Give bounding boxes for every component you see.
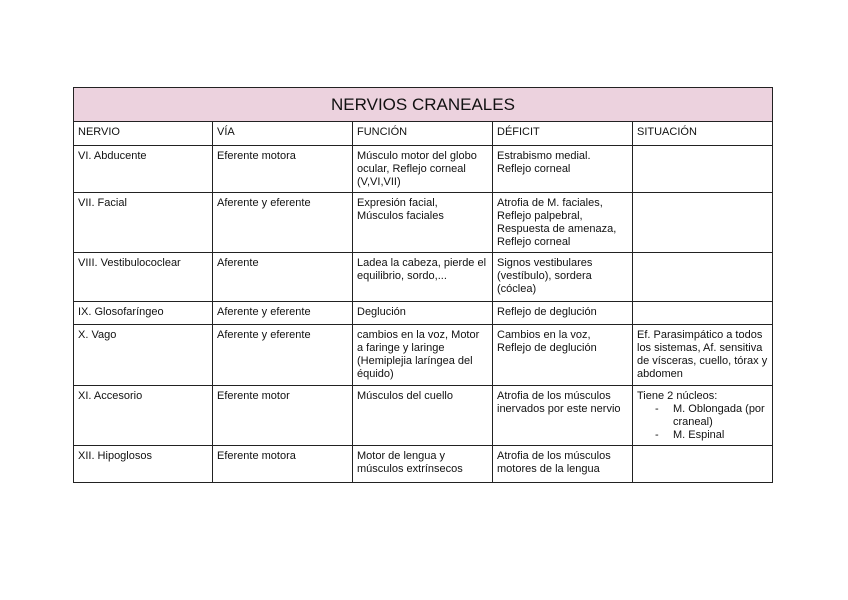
- table-title: NERVIOS CRANEALES: [74, 88, 773, 122]
- situacion-text: Ef. Parasimpático a todos los sistemas, Af. sensitiva de vísceras, cuello, tórax y abdomen: [637, 329, 768, 380]
- via-text: Aferente y eferente: [217, 197, 311, 209]
- cell-funcion: [353, 253, 493, 302]
- cell-situacion: [633, 146, 773, 193]
- table-row: [74, 146, 773, 193]
- cell-nervio: [74, 146, 213, 193]
- cell-funcion: [353, 146, 493, 193]
- cell-nervio: [74, 325, 213, 386]
- cell-funcion: [353, 386, 493, 446]
- cell-nervio: [74, 253, 213, 302]
- table-row: [74, 193, 773, 253]
- via-text: Aferente y eferente: [217, 306, 311, 318]
- nervio-text: XI. Accesorio: [78, 390, 143, 402]
- nervio-text: VIII. Vestibulococlear: [78, 257, 181, 269]
- via-text: Eferente motora: [217, 150, 296, 162]
- header-funcion: FUNCIÓN: [353, 122, 493, 146]
- cell-nervio: [74, 386, 213, 446]
- table-row: [74, 446, 773, 483]
- cell-deficit: [493, 253, 633, 302]
- cell-situacion: [633, 302, 773, 325]
- cell-situacion: [633, 253, 773, 302]
- table-row: [74, 386, 773, 446]
- cell-funcion: [353, 446, 493, 483]
- cell-nervio: [74, 446, 213, 483]
- funcion-text: Músculo motor del globo ocular, Reflejo corneal (V,VI,VII): [357, 150, 477, 188]
- deficit-text: Signos vestibulares (vestíbulo), sordera (cóclea): [497, 257, 593, 295]
- deficit-text: Cambios en la voz, Reflejo de deglución: [497, 329, 597, 354]
- table-row: [74, 302, 773, 325]
- cell-deficit: [493, 325, 633, 386]
- cell-situacion: [633, 446, 773, 483]
- nervio-text: X. Vago: [78, 329, 117, 341]
- header-via: VÍA: [213, 122, 353, 146]
- header-row: [74, 122, 773, 146]
- cell-nervio: [74, 193, 213, 253]
- table-row: [74, 325, 773, 386]
- cell-deficit: [493, 446, 633, 483]
- header-deficit: DÉFICIT: [493, 122, 633, 146]
- via-text: Aferente y eferente: [217, 329, 311, 341]
- cell-via: [213, 193, 353, 253]
- cell-funcion: [353, 325, 493, 386]
- cell-via: [213, 302, 353, 325]
- deficit-text: Estrabismo medial. Reflejo corneal: [497, 150, 591, 175]
- header-nervio: NERVIO: [74, 122, 213, 146]
- cell-deficit: [493, 193, 633, 253]
- cell-funcion: [353, 302, 493, 325]
- cell-deficit: [493, 146, 633, 193]
- cell-via: [213, 325, 353, 386]
- funcion-text: Ladea la cabeza, pierde el equilibrio, sordo,...: [357, 257, 487, 282]
- header-situacion: SITUACIÓN: [633, 122, 773, 146]
- nervio-text: VI. Abducente: [78, 150, 147, 162]
- nervio-text: VII. Facial: [78, 197, 127, 209]
- cell-deficit: [493, 386, 633, 446]
- funcion-text: Expresión facial, Músculos faciales: [357, 197, 444, 222]
- nervio-text: XII. Hipoglosos: [78, 450, 152, 462]
- cell-situacion: [633, 193, 773, 253]
- cell-situacion: [633, 386, 773, 446]
- cell-deficit: [493, 302, 633, 325]
- via-text: Eferente motor: [217, 390, 290, 402]
- via-text: Aferente: [217, 257, 259, 269]
- cell-via: [213, 446, 353, 483]
- cell-situacion: [633, 325, 773, 386]
- funcion-text: Motor de lengua y músculos extrínsecos: [357, 450, 463, 475]
- list-item: - M. Espinal: [651, 429, 768, 442]
- cell-via: [213, 386, 353, 446]
- deficit-text: Reflejo de deglución: [497, 306, 597, 318]
- cell-nervio: [74, 302, 213, 325]
- funcion-text: Deglución: [357, 306, 406, 318]
- title-row: [74, 88, 773, 122]
- nucleus-list: [637, 403, 768, 442]
- deficit-text: Atrofia de los músculos motores de la lengua: [497, 450, 611, 475]
- funcion-text: Músculos del cuello: [357, 390, 453, 402]
- funcion-text: cambios en la voz, Motor a faringe y laringe (Hemiplejia laríngea del équido): [357, 329, 480, 380]
- via-text: Eferente motora: [217, 450, 296, 462]
- cell-via: [213, 253, 353, 302]
- deficit-text: Atrofia de los músculos inervados por este nervio: [497, 390, 621, 415]
- cranial-nerves-table: [73, 87, 773, 483]
- situacion-text: Tiene 2 núcleos:: [637, 390, 718, 402]
- deficit-text: Atrofia de M. faciales, Reflejo palpebral, Respuesta de amenaza, Reflejo corneal: [497, 197, 617, 248]
- cell-via: [213, 146, 353, 193]
- nervio-text: IX. Glosofaríngeo: [78, 306, 164, 318]
- list-item: - M. Oblongada (por craneal): [651, 403, 768, 429]
- table-row: [74, 253, 773, 302]
- cell-funcion: [353, 193, 493, 253]
